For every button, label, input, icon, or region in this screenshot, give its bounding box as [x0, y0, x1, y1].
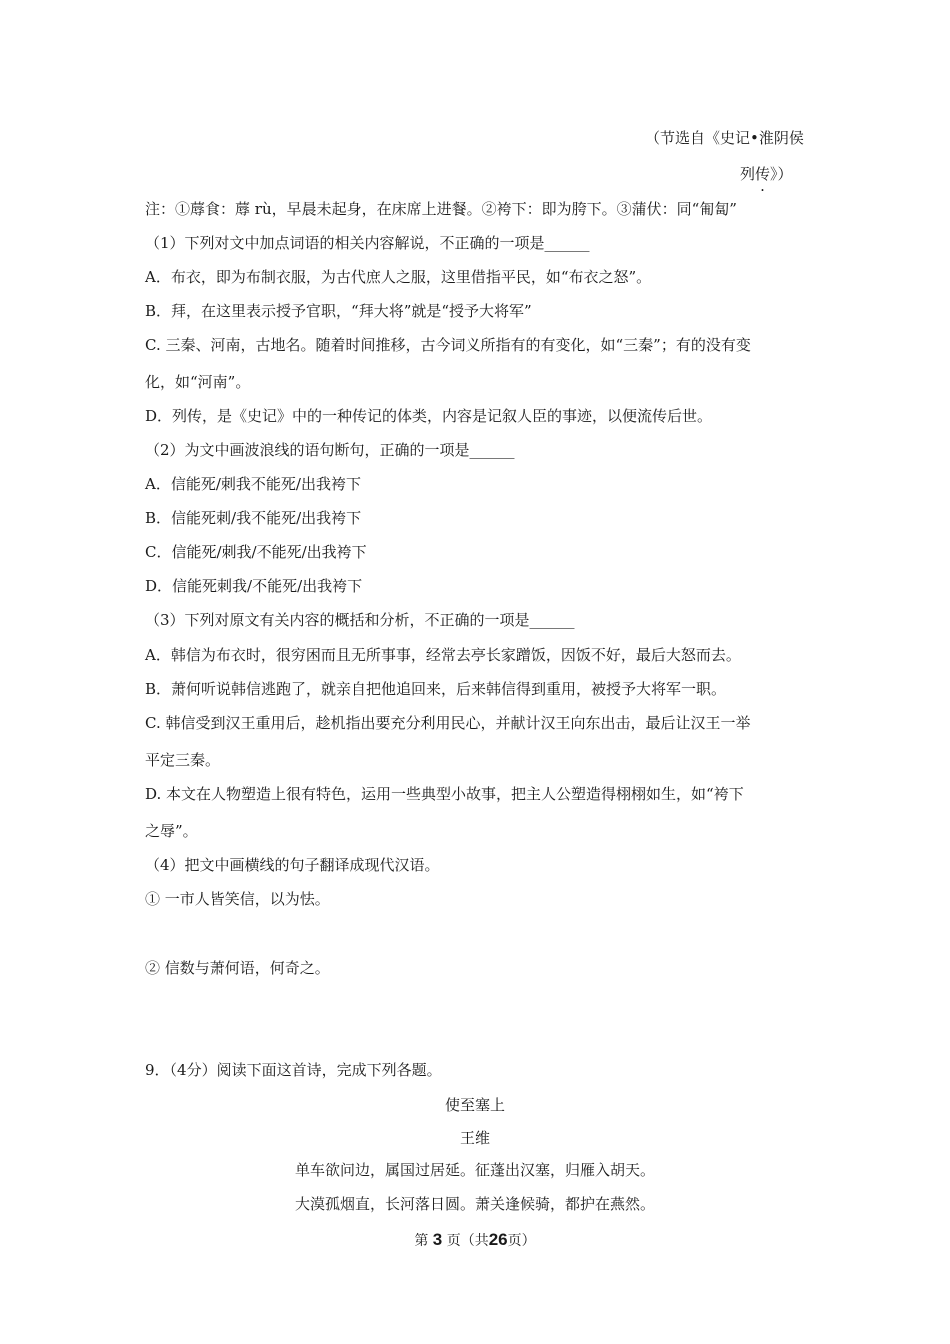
question-3-option-a: A．韩信为布衣时，很穷困而且无所事事，经常去亭长家蹭饭，因饭不好，最后大怒而去。 [145, 646, 741, 664]
question-4-item-2: ② 信数与萧何语，何奇之。 [145, 959, 330, 977]
source-note-line2 [740, 164, 793, 184]
question-9-stem: 9．（4分）阅读下面这首诗，完成下列各题。 [145, 1061, 442, 1079]
source-note-close: 》） [770, 165, 793, 183]
question-4-item-1: ① 一市人皆笑信，以为怯。 [145, 890, 330, 908]
footer-suffix: 页） [507, 1233, 536, 1249]
footer-prefix: 第 [414, 1233, 429, 1249]
annotation-note: 注：①蓐食：蓐 rù，早晨未起身，在床席上进餐。②袴下：即为胯下。③蒲伏：同“匍匐” [145, 200, 737, 218]
poem-author: 王维 [459, 1129, 490, 1147]
question-3-option-d-line2: 之辱”。 [145, 822, 198, 840]
question-1-option-d: D．列传，是《史记》中的一种传记的体类，内容是记叙人臣的事迹，以便流传后世。 [145, 407, 713, 425]
page-number: 3 [432, 1230, 443, 1249]
question-1-option-c-line1: C. 三秦、河南，古地名。随着时间推移，古今词义所指有的有变化，如“三秦”；有的没有变 [145, 336, 751, 354]
footer-mid: 页（共 [446, 1233, 489, 1249]
question-3-stem: （3）下列对原文有关内容的概括和分析，不正确的一项是______ [145, 611, 575, 629]
page-footer [0, 1230, 950, 1251]
question-3-option-c-line2: 平定三秦。 [145, 751, 221, 769]
poem-line-1: 单车欲问边，属国过居延。征蓬出汉塞，归雁入胡天。 [294, 1161, 655, 1179]
question-2-option-d: D．信能死刺我/不能死/出我袴下 [145, 577, 363, 595]
question-2-stem: （2）为文中画波浪线的语句断句，正确的一项是______ [145, 441, 515, 459]
poem-line-2: 大漠孤烟直，长河落日圆。萧关逢候骑，都护在燕然。 [294, 1195, 655, 1213]
question-1-option-c-line2: 化，如“河南”。 [145, 373, 251, 391]
question-2-option-a: A．信能死/刺我不能死/出我袴下 [145, 475, 361, 493]
question-3-option-c-line1: C. 韩信受到汉王重用后，趁机指出要充分利用民心，并献计汉王向东出击，最后让汉王一举 [145, 714, 751, 732]
dotted-char: 传 [755, 165, 771, 183]
source-note-line1: （节选自《史记•淮阴侯 [645, 129, 804, 147]
question-2-option-b: B．信能死刺/我不能死/出我袴下 [145, 509, 362, 527]
poem-title: 使至塞上 [444, 1096, 505, 1114]
question-3-option-d-line1: D. 本文在人物塑造上很有特色，运用一些典型小故事，把主人公塑造得栩栩如生，如“袴下 [145, 785, 744, 803]
question-2-option-c: C．信能死/刺我/不能死/出我袴下 [145, 543, 367, 561]
dotted-char: 列 [740, 165, 756, 183]
total-pages: 26 [488, 1230, 508, 1249]
question-4-stem: （4）把文中画横线的句子翻译成现代汉语。 [145, 856, 440, 874]
question-3-option-b: B．萧何听说韩信逃跑了，就亲自把他追回来，后来韩信得到重用，被授予大将军一职。 [145, 680, 727, 698]
question-1-option-b: B．拜，在这里表示授予官职，“拜大将”就是“授予大将军” [145, 302, 532, 320]
question-1-stem: （1）下列对文中加点词语的相关内容解说，不正确的一项是______ [145, 234, 590, 252]
question-1-option-a: A．布衣，即为布制衣服，为古代庶人之服，这里借指平民，如“布衣之怒”。 [145, 268, 652, 286]
